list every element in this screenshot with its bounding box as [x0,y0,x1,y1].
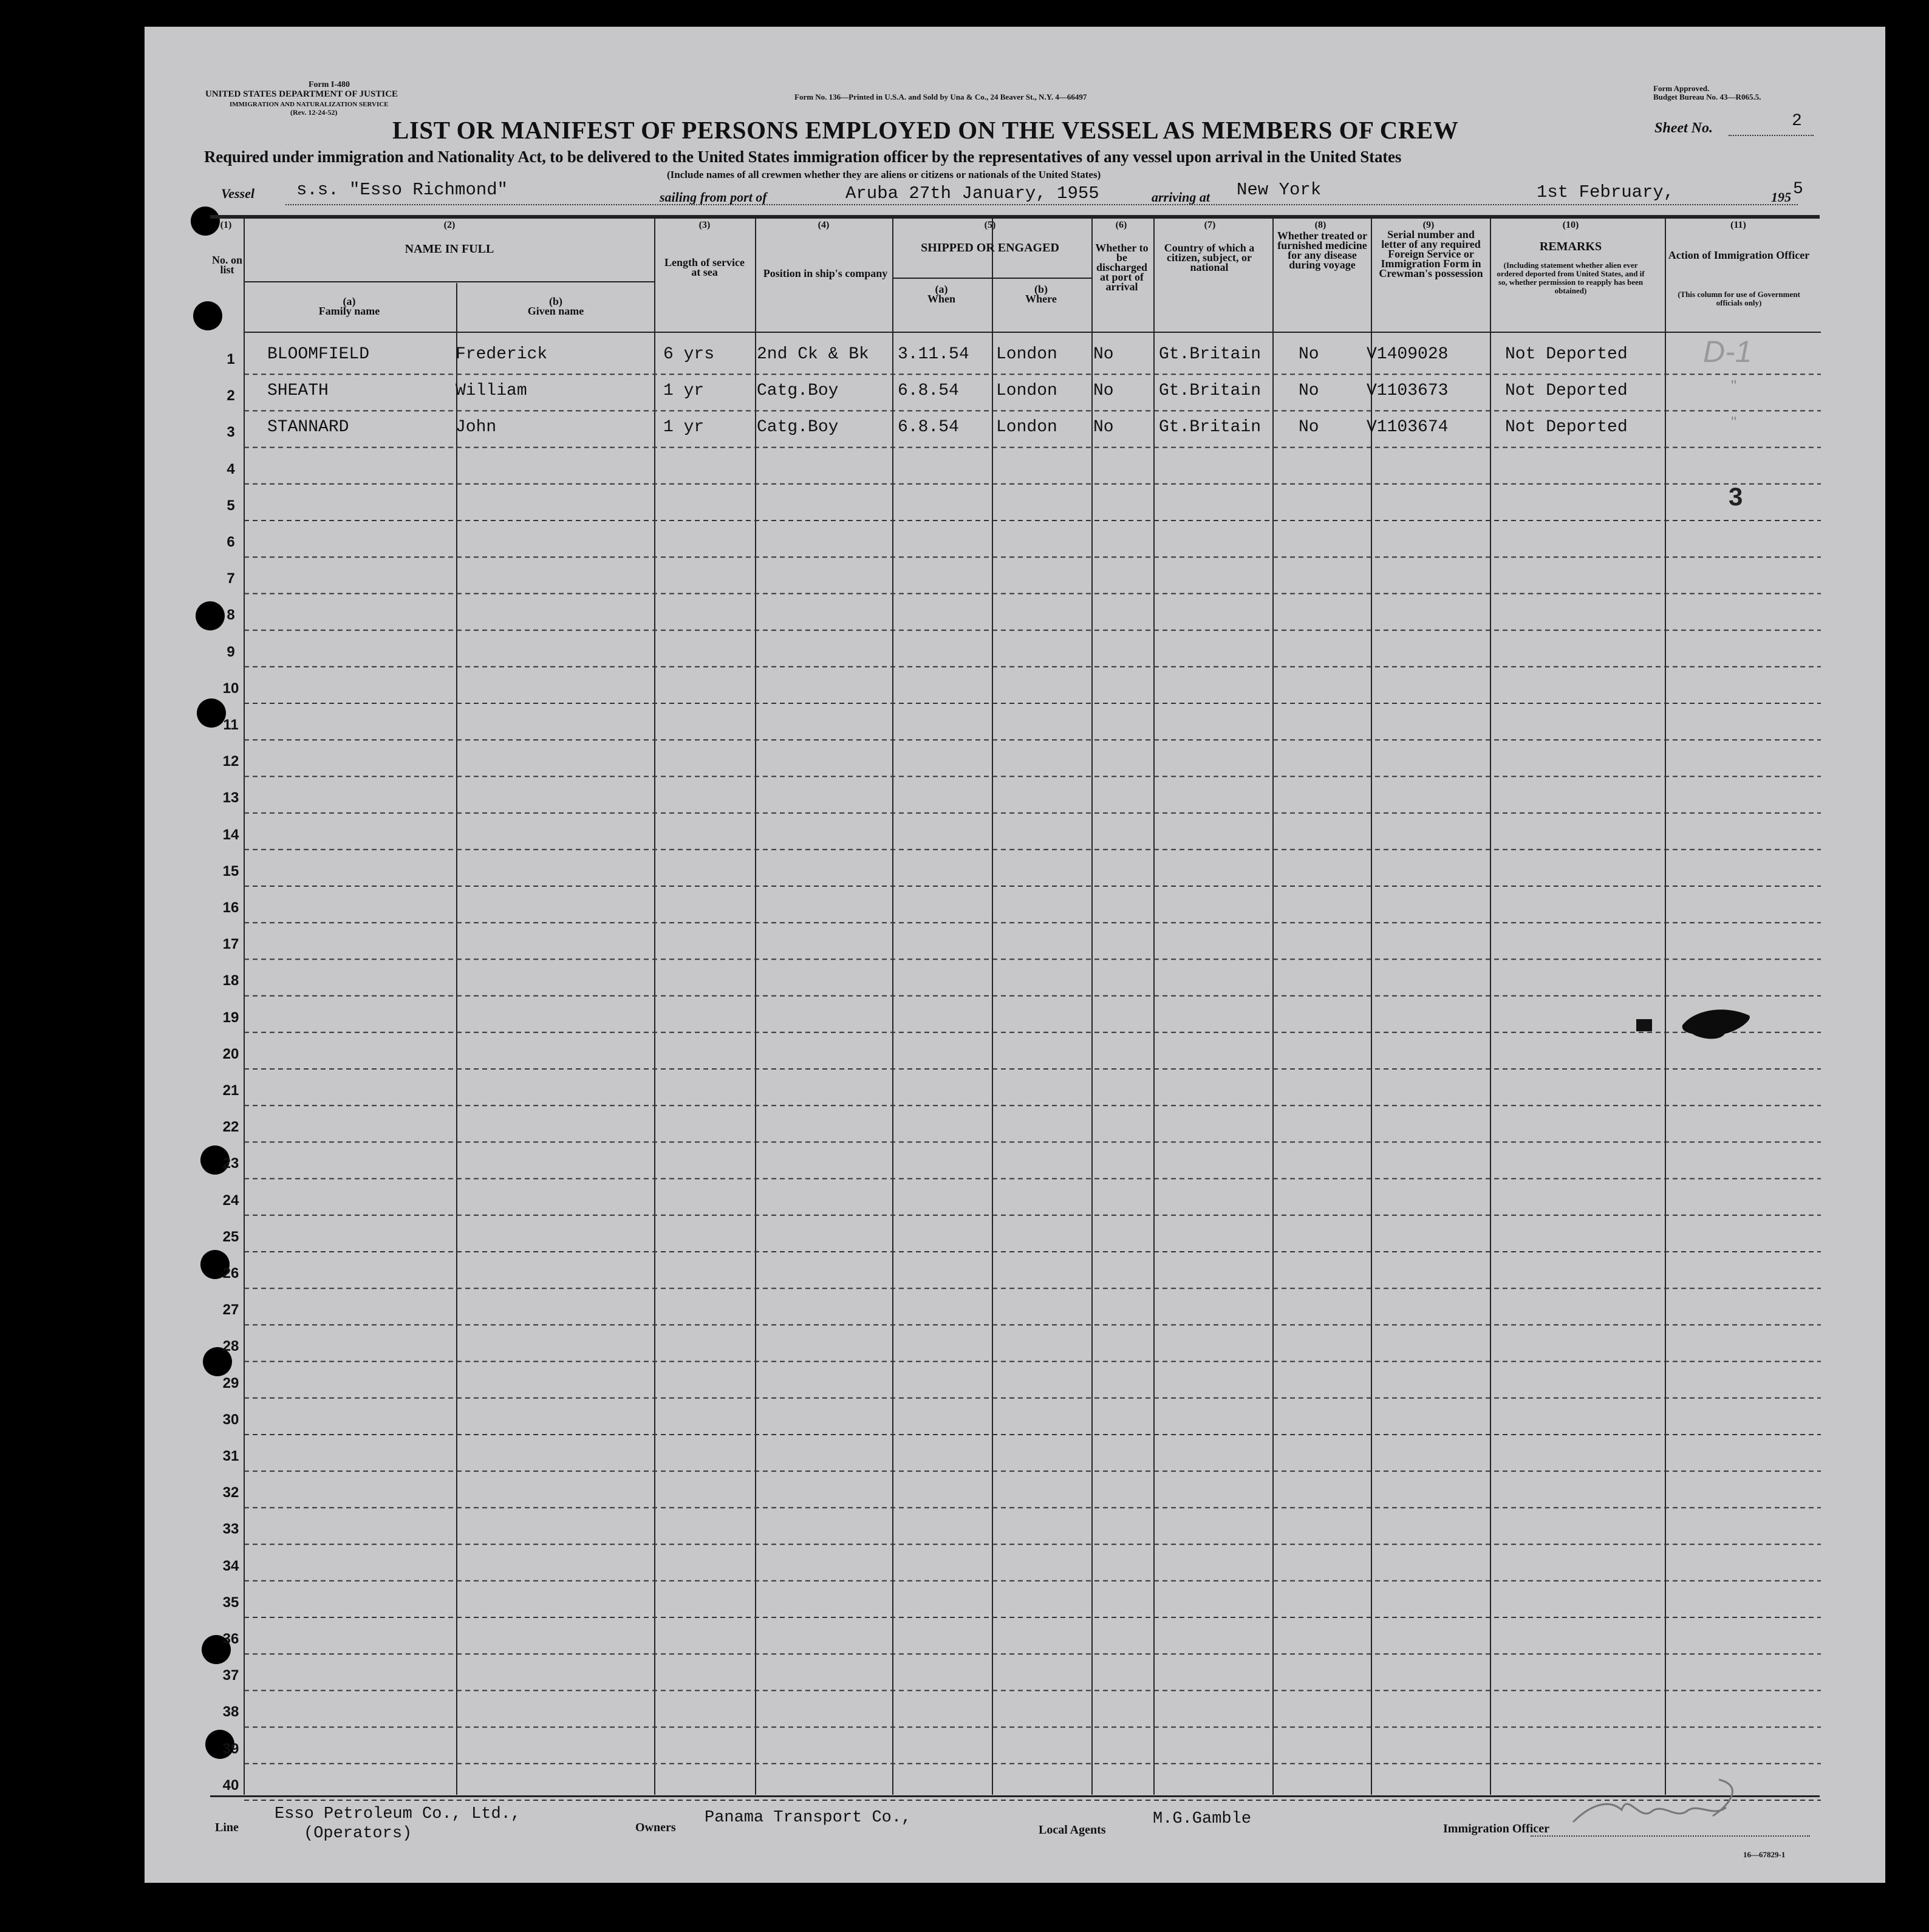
row-number: 17 [222,936,239,953]
cell-length: 1 yr [663,418,705,437]
form-approved: Form Approved. [1653,84,1710,93]
line-value: Esso Petroleum Co., Ltd., [275,1805,521,1823]
col2b-header: (b) Given name [527,295,584,317]
row-number: 6 [227,534,235,550]
page-subtitle: Required under immigration and Nationality Act, to be delivered to the United States immigration officer by the representatives of any vessel upon arrival in the United States [204,148,1402,166]
page-note: (Include names of all crewmen whether they are aliens or citizens or nationals of the United States) [667,169,1101,180]
row-number: 40 [222,1777,239,1794]
vessel-label: Vessel [221,186,254,201]
cell-position: Catg.Boy [757,381,839,401]
printer-note: Form No. 136—Printed in U.S.A. and Sold by Una & Co., 24 Beaver St., N.Y. 4—66497 [794,92,1087,101]
sailing-label: sailing from port of [660,189,767,205]
col7-header: Country of which a citizen, subject, or national [1164,242,1255,273]
col6-number: (6) [1115,220,1127,230]
row-number: 13 [222,790,239,807]
cell-given: John [456,418,497,437]
vessel-value: s.s. "Esso Richmond" [296,180,508,200]
row-number: 4 [227,460,235,477]
cell-country: Gt.Britain [1159,381,1262,401]
row-number: 32 [222,1484,239,1501]
cell-discharge: No [1093,418,1114,437]
col11-header: Action of Immigration Officer [1668,249,1810,261]
row-number: 34 [222,1557,239,1574]
row-number: 14 [222,826,239,843]
col1-header: No. on list [211,254,242,276]
row-number: 16 [222,899,239,916]
cell-when: 6.8.54 [898,381,959,401]
line-label: Line [215,1821,239,1834]
cell-treated: No [1299,345,1319,364]
arrival-date: 1st February, [1537,182,1675,202]
col5b-header: (b) Where [1025,283,1057,305]
row-number: 7 [227,570,235,587]
cell-remarks: Not Deported [1505,381,1628,401]
col4-header: Position in ship's company [763,267,888,279]
year-suffix: 5 [1793,180,1803,199]
sheet-label: Sheet No. [1654,120,1713,136]
cell-position: 2nd Ck & Bk [757,345,869,364]
action-mark-row3: " [1731,413,1737,431]
col4-number: (4) [818,220,830,230]
agents-value: M.G.Gamble [1153,1810,1252,1828]
col6-header: Whether to be discharged at port of arrival [1095,242,1149,293]
row-number: 30 [222,1411,239,1428]
arriving-value: New York [1237,180,1322,200]
row-number: 37 [222,1667,239,1684]
row-number: 36 [222,1631,239,1647]
col8-header: Whether treated or furnished medicine for any disease during voyage [1277,230,1368,271]
form-number: Form I-480 [309,80,350,89]
cell-discharge: No [1093,381,1114,401]
cell-where: London [996,345,1057,364]
cell-serial: V1409028 [1367,345,1449,364]
col2-header: NAME IN FULL [405,242,494,256]
row-number: 21 [222,1082,239,1099]
cell-family: BLOOMFIELD [267,345,370,364]
arriving-label: arriving at [1152,189,1210,205]
col2-number: (2) [443,220,456,230]
cell-country: Gt.Britain [1159,418,1262,437]
row-number: 25 [222,1228,239,1245]
row-number: 28 [222,1338,239,1355]
footer-code: 16—67829-1 [1743,1850,1786,1859]
cell-position: Catg.Boy [757,418,839,437]
cell-when: 6.8.54 [898,418,959,437]
row-number: 11 [223,717,239,733]
row-number: 5 [227,497,235,514]
row-number: 3 [227,424,235,441]
ink-blot [1634,1002,1761,1051]
col1-number: (1) [220,220,232,230]
owners-label: Owners [635,1821,676,1834]
cell-family: SHEATH [267,381,329,401]
cell-where: London [996,418,1057,437]
cell-treated: No [1299,381,1319,401]
sheet-number: 2 [1792,112,1802,131]
col11-note: (This column for use of Government officials only) [1678,290,1800,307]
total-annotation: 3 [1729,482,1743,511]
page-title: LIST OR MANIFEST OF PERSONS EMPLOYED ON THE VESSEL AS MEMBERS OF CREW [392,116,1459,144]
row-number: 31 [222,1448,239,1464]
cell-given: Frederick [456,345,548,364]
col8-number: (8) [1314,220,1326,230]
officer-signature [1567,1767,1749,1834]
cell-length: 1 yr [663,381,705,401]
row-number: 15 [222,862,239,879]
cell-given: William [456,381,527,401]
row-number: 35 [222,1594,239,1611]
col3-number: (3) [698,220,711,230]
row-number: 19 [222,1009,239,1026]
owners-value: Panama Transport Co., [705,1809,912,1827]
col11-number: (11) [1730,220,1746,230]
col9-header: Serial number and letter of any required Foreign Service or Immigration Form in Crewman's possession [1379,228,1483,279]
col10-number: (10) [1562,220,1579,230]
cell-where: London [996,381,1057,401]
col9-number: (9) [1422,220,1435,230]
cell-remarks: Not Deported [1505,345,1628,364]
budget-bureau: Budget Bureau No. 43—R065.5. [1653,92,1761,101]
agents-label: Local Agents [1039,1823,1106,1837]
cell-serial: V1103673 [1367,381,1449,401]
row-number: 9 [227,643,235,660]
row-number: 1 [227,351,235,367]
col3-header: Length of service at sea [664,256,745,278]
col10-header: REMARKS [1539,240,1602,253]
officer-label: Immigration Officer [1443,1822,1549,1835]
row-number: 27 [222,1302,239,1319]
row-number: 8 [227,607,235,624]
col5-header: SHIPPED OR ENGAGED [921,241,1059,254]
cell-serial: V1103674 [1367,418,1449,437]
row-number: 33 [222,1521,239,1538]
department: UNITED STATES DEPARTMENT OF JUSTICE [205,89,398,99]
row-number: 38 [222,1704,239,1721]
row-number: 23 [222,1155,239,1172]
line-value-operators: (Operators) [304,1824,412,1843]
row-number: 12 [222,753,239,770]
row-number: 2 [227,387,235,404]
service: IMMIGRATION AND NATURALIZATION SERVICE [230,101,389,108]
col7-number: (7) [1204,220,1216,230]
cell-discharge: No [1093,345,1114,364]
row-number: 10 [222,680,239,697]
revision: (Rev. 12-24-52) [290,108,338,117]
row-number: 39 [222,1740,239,1757]
row-number: 18 [222,972,239,989]
col5-number: (5) [984,220,996,230]
row-number: 24 [222,1192,239,1209]
cell-length: 6 yrs [663,345,715,364]
cell-remarks: Not Deported [1505,418,1628,437]
col2a-header: (a) Family name [318,295,380,317]
cell-when: 3.11.54 [898,345,969,364]
year-prefix: 195 [1771,189,1791,205]
action-mark-row1: D-1 [1703,335,1752,369]
action-mark-row2: " [1731,377,1737,395]
row-number: 26 [222,1265,239,1282]
cell-country: Gt.Britain [1159,345,1262,364]
row-number: 22 [222,1119,239,1136]
col10-note: (Including statement whether alien ever ordered deported from United States, and if so, whether permission to reapply has been obtained) [1497,261,1645,295]
cell-treated: No [1299,418,1319,437]
cell-family: STANNARD [267,418,349,437]
row-number: 29 [222,1374,239,1391]
row-number: 20 [222,1045,239,1062]
sailing-value: Aruba 27th January, 1955 [845,183,1099,203]
col5a-header: (a) When [927,283,955,305]
